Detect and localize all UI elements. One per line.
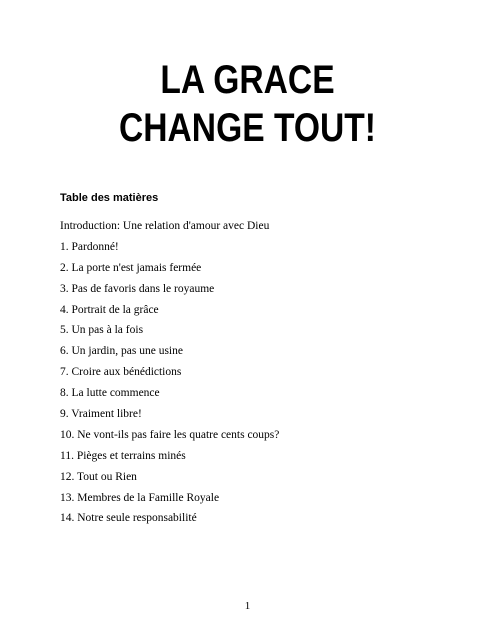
title-line-1: LA GRACE [160, 58, 335, 102]
toc-item-1: 1. Pardonné! [60, 240, 119, 253]
title-line-2: CHANGE TOUT! [119, 106, 376, 150]
toc-item-5: 5. Un pas à la fois [60, 324, 144, 337]
toc-item-10: 10. Ne vont-ils pas faire les quatre cents coups? [60, 428, 280, 441]
toc-item-12: 12. Tout ou Rien [60, 470, 137, 483]
toc-item-introduction: Introduction: Une relation d'amour avec Dieu [60, 220, 270, 232]
toc-heading: Table des matières [60, 192, 159, 204]
toc-item-3: 3. Pas de favoris dans le royaume [60, 282, 215, 295]
toc-item-2: 2. La porte n'est jamais fermée [60, 261, 202, 274]
toc-item-14: 14. Notre seule responsabilité [60, 512, 197, 525]
toc-item-9: 9. Vraiment libre! [60, 408, 142, 421]
table-of-contents [60, 219, 279, 532]
toc-item-4: 4. Portrait de la grâce [60, 303, 159, 316]
page-number: 1 [244, 600, 251, 612]
toc-item-13: 13. Membres de la Famille Royale [60, 491, 220, 504]
toc-item-11: 11. Pièges et terrains minés [60, 449, 186, 462]
toc-item-8: 8. La lutte commence [60, 387, 160, 400]
toc-item-6: 6. Un jardin, pas une usine [60, 345, 183, 358]
toc-item-7: 7. Croire aux bénédictions [60, 366, 182, 379]
